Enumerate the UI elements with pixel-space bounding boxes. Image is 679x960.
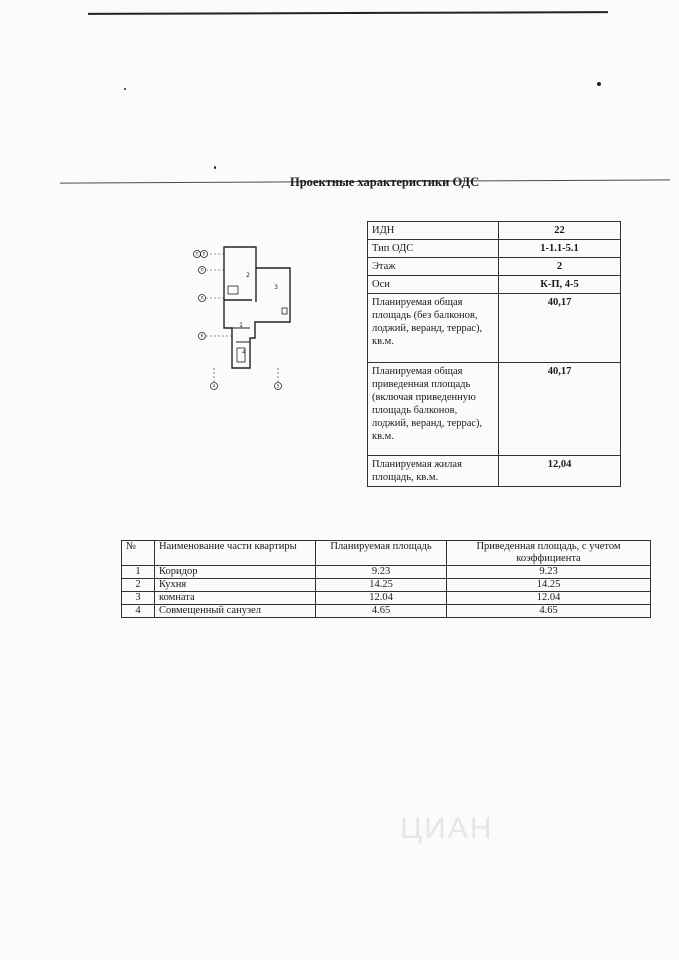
table-row: [122, 579, 651, 592]
spec-label: Планируемая общая площадь (без балконов, лоджий, веранд, террас), кв.м.: [368, 294, 499, 363]
room-area: 9.23: [316, 566, 447, 579]
axis-label: 4: [212, 383, 216, 389]
room-reduced-area: 14.25: [447, 579, 651, 592]
spec-value: 1-1.1-5.1: [499, 240, 621, 258]
table-row: [368, 363, 621, 456]
spec-label: Тип ОДС: [368, 240, 499, 258]
spec-value: 22: [499, 222, 621, 240]
axis-label: П: [195, 251, 199, 257]
spec-label: Планируемая общая приведенная площадь (включая приведенную площадь балконов, лоджий, веранд, террас), кв.м.: [368, 363, 499, 456]
spec-label: Планируемая жилая площадь, кв.м.: [368, 456, 499, 487]
spec-value: 40,17: [499, 363, 621, 456]
room-number: 2: [246, 272, 250, 279]
table-row: [368, 456, 621, 487]
room-number: 1: [239, 322, 243, 329]
spec-value: 12,04: [499, 456, 621, 487]
column-header-name: Наименование части квартиры: [155, 541, 316, 566]
axis-label: 5: [276, 383, 280, 389]
room-reduced-area: 9.23: [447, 566, 651, 579]
room-index: 4: [122, 605, 155, 618]
room-reduced-area: 4.65: [447, 605, 651, 618]
table-header-row: [122, 541, 651, 566]
table-row: [122, 566, 651, 579]
spec-value: К-П, 4-5: [499, 276, 621, 294]
room-index: 3: [122, 592, 155, 605]
spec-value: 2: [499, 258, 621, 276]
scan-top-line: [88, 11, 608, 15]
table-row: [122, 592, 651, 605]
column-header-area: Планируемая площадь: [316, 541, 447, 566]
room-name: Коридор: [155, 566, 316, 579]
table-row: [368, 258, 621, 276]
room-name: комната: [155, 592, 316, 605]
room-area: 4.65: [316, 605, 447, 618]
floor-plan: [192, 244, 302, 394]
room-number: 3: [274, 284, 278, 291]
scan-speck: [597, 82, 601, 86]
table-row: [368, 240, 621, 258]
room-number: 4: [242, 349, 246, 356]
axis-label: К: [200, 333, 204, 339]
room-name: Совмещенный санузел: [155, 605, 316, 618]
watermark: ЦИАН: [400, 812, 494, 845]
scan-speck: [124, 88, 126, 90]
room-index: 1: [122, 566, 155, 579]
spec-label: ИДН: [368, 222, 499, 240]
spec-table: [367, 221, 621, 487]
spec-value: 40,17: [499, 294, 621, 363]
room-index: 2: [122, 579, 155, 592]
room-reduced-area: 12.04: [447, 592, 651, 605]
axis-label: П: [200, 267, 204, 273]
axis-label: Л: [200, 295, 204, 301]
column-header-number: №: [122, 541, 155, 566]
rooms-table: [121, 540, 651, 618]
table-row: [368, 222, 621, 240]
table-row: [122, 605, 651, 618]
room-name: Кухня: [155, 579, 316, 592]
table-row: [368, 276, 621, 294]
table-row: [368, 294, 621, 363]
axis-label: Р: [202, 251, 206, 257]
room-area: 14.25: [316, 579, 447, 592]
spec-label: Оси: [368, 276, 499, 294]
scan-speck: [214, 166, 216, 169]
column-header-reduced-area: Приведенная площадь, с учетом коэффициента: [447, 541, 651, 566]
spec-label: Этаж: [368, 258, 499, 276]
room-area: 12.04: [316, 592, 447, 605]
page-title: Проектные характеристики ОДС: [290, 175, 480, 189]
